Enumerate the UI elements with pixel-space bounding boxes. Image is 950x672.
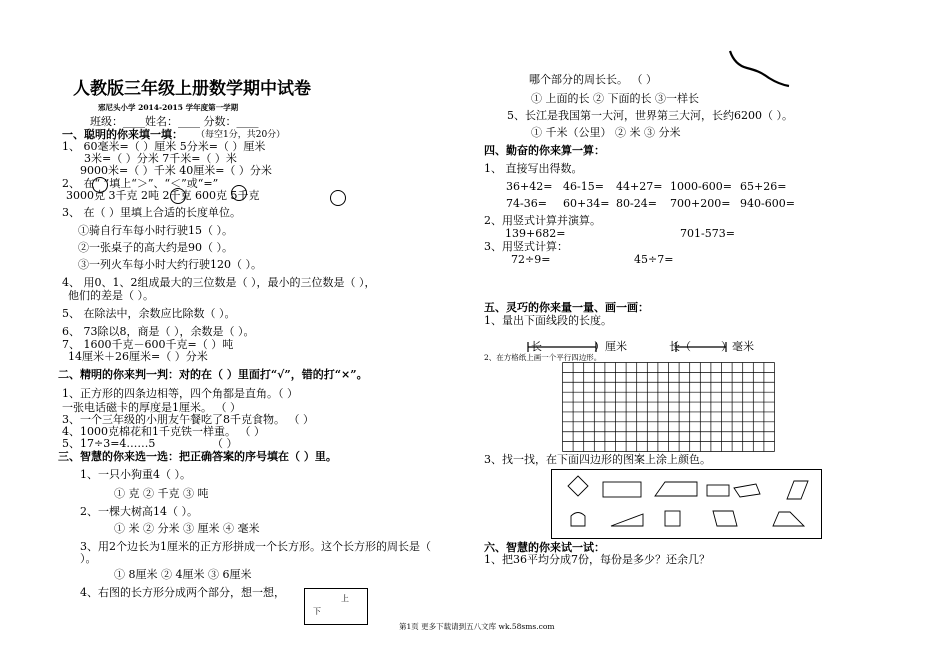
judge-1: 1、正方形的四条边相等，四个角都是直角。（ ） — [62, 387, 298, 400]
triangle-shape[interactable] — [611, 514, 643, 526]
parallelogram-shape[interactable] — [713, 511, 737, 526]
question-2b: 3000克 3千克 2吨 2千克 600克 5千克 — [66, 189, 260, 202]
choice-3a: 3、用2个边长为1厘米的正方形拼成一个长方形。这个长方形的周长是（ — [80, 540, 431, 553]
choice-4: 4、右图的长方形分成两个部分，想一想， — [80, 586, 285, 599]
segment-2-unit: ）毫米 — [721, 340, 754, 353]
section-3-heading: 三、智慧的你来选一选：把正确答案的序号填在（ ）里。 — [58, 450, 337, 463]
compare-circle[interactable] — [170, 188, 186, 204]
judge-2: 一张电话磁卡的厚度是1厘米。 （ ） — [62, 401, 241, 414]
question-3d: ③一列火车每小时大约行驶120（ ）。 — [78, 258, 262, 271]
quadrilateral-shape[interactable] — [734, 484, 760, 497]
calc-item: 700+200= — [670, 197, 731, 210]
question-1c: 9000米=（ ）千米 40厘米=（ ）分米 — [80, 164, 272, 177]
segment-1-label: 长 — [531, 340, 542, 353]
measure-segments — [524, 340, 784, 354]
section-5-heading: 五、灵巧的你来量一量、画一画： — [484, 301, 649, 314]
vertical-calc-item: 45÷7= — [634, 253, 674, 266]
pen-stroke-mark — [725, 48, 795, 88]
compare-circle[interactable] — [92, 177, 108, 193]
question-4b: 他们的差是（ ）。 — [68, 289, 154, 302]
section-4-q3: 3、用竖式计算： — [484, 240, 568, 253]
section-6-q1: 1、把36平均分成7份，每份是多少？还余几？ — [484, 553, 710, 566]
choice-3b: ）。 — [80, 552, 97, 565]
section-5-q1: 1、量出下面线段的长度。 — [484, 314, 612, 327]
question-3c: ②一张桌子的高大约是90（ ）。 — [78, 241, 233, 254]
choice-2: 2、一棵大树高14（ ）。 — [80, 505, 198, 518]
choice-5: 5、长江是我国第一大河，世界第三大河，长约6200（ ）。 — [507, 109, 793, 122]
question-7b: 14厘米＋26厘米=（ ）分米 — [68, 350, 208, 363]
calc-item: 940-600= — [740, 197, 795, 210]
judge-4: 4、1000克棉花和1千克铁一样重。 （ ） — [62, 425, 265, 438]
parallelogram-shape[interactable] — [787, 481, 808, 499]
judge-3: 3、一个三年级的小朋友午餐吃了8千克食物。 （ ） — [62, 413, 314, 426]
choice-5-options: ① 千米（公里） ② 米 ③ 分米 — [531, 126, 681, 139]
small-rectangle-shape[interactable] — [707, 485, 729, 496]
section-6-heading: 六、智慧的你来试一试： — [484, 541, 605, 554]
section-1-note: （每空1分，共20分） — [196, 130, 286, 140]
rectangle-shape[interactable] — [603, 482, 641, 497]
question-4a: 4、 用0、1、2组成最大的三位数是（ ），最小的三位数是（ ）， — [62, 276, 376, 289]
question-6: 6、 73除以8，商是（ ），余数是（ ）。 — [62, 325, 255, 338]
arched-shape[interactable] — [571, 513, 585, 527]
question-3b: ①骑自行车每小时行驶15（ ）。 — [78, 224, 233, 237]
choice-2-options: ① 米 ② 分米 ③ 厘米 ④ 毫米 — [114, 522, 260, 535]
section-4-heading: 四、勤奋的你来算一算： — [484, 144, 605, 157]
section-4-q1: 1、 直接写出得数。 — [484, 162, 583, 175]
choice-4-options: ① 上面的长 ② 下面的长 ③一样长 — [531, 92, 699, 105]
segment-1-unit: ）厘米 — [594, 340, 627, 353]
choice-3-options: ① 8厘米 ② 4厘米 ③ 6厘米 — [114, 568, 252, 581]
footer-text: 第1页 更多下载请到五八文库 wk.58sms.com — [399, 622, 555, 631]
student-info: 班级：____姓名：____ 分数：____ — [90, 115, 259, 128]
section-4-q2: 2、用竖式计算并演算。 — [484, 214, 601, 227]
figure-label-up: 上 — [341, 594, 349, 603]
choice-1: 1、一只小狗重4（ ）。 — [80, 468, 191, 481]
school-line: 邪尼头小学 2014-2015 学年度第一学期 — [98, 103, 239, 112]
page-title: 人教版三年级上册数学期中试卷 — [73, 79, 311, 99]
divided-rectangle-figure — [304, 588, 368, 625]
grid-paper[interactable] — [562, 362, 775, 452]
question-5: 5、 在除法中，余数应比除数（ ）。 — [62, 307, 236, 320]
segment-2-label: 长（ — [669, 340, 691, 353]
question-1b: 3米=（ ）分米 7千米=（ ）米 — [84, 152, 237, 165]
judge-5-paren: （ ） — [212, 437, 238, 450]
judge-5: 5、17÷3=4……5 — [62, 437, 156, 450]
section-5-q2: 2、在方格纸上画一个平行四边形。 — [484, 353, 602, 362]
calc-item: 74-36= — [506, 197, 547, 210]
trapezoid-shape[interactable] — [655, 482, 697, 496]
square-shape[interactable] — [665, 511, 680, 526]
calc-item: 46-15= — [563, 180, 604, 193]
trapezoid-shape[interactable] — [773, 512, 804, 526]
figure-label-down: 下 — [313, 607, 321, 616]
calc-item: 36+42= — [506, 180, 553, 193]
question-1a: 1、 60毫米=（ ）厘米 5分米=（ ）厘米 — [62, 140, 266, 153]
rhombus-shape[interactable] — [568, 476, 588, 496]
compare-circle[interactable] — [231, 185, 247, 201]
calc-item: 65+26= — [740, 180, 787, 193]
calc-item: 44+27= — [616, 180, 663, 193]
calc-item: 60+34= — [563, 197, 610, 210]
question-3a: 3、 在（ ）里填上合适的长度单位。 — [62, 206, 241, 219]
choice-4-continued: 哪个部分的周长长。 （ ） — [529, 73, 657, 86]
vertical-calc-item: 139+682= — [505, 227, 566, 240]
section-2-heading: 二、精明的你来判一判：对的在（ ）里面打“√”，错的打“×”。 — [58, 368, 368, 381]
calc-item: 1000-600= — [670, 180, 732, 193]
vertical-calc-item: 701-573= — [680, 227, 735, 240]
vertical-calc-item: 72÷9= — [511, 253, 551, 266]
section-1-heading: 一、聪明的你来填一填： — [62, 128, 183, 141]
question-2a: 2、 在“ ”填上“＞”、“＜”或“=” — [62, 177, 219, 190]
calc-item: 80-24= — [616, 197, 657, 210]
compare-circle[interactable] — [330, 190, 346, 206]
choice-1-options: ① 克 ② 千克 ③ 吨 — [114, 487, 209, 500]
question-7a: 7、 1600千克－600千克=（ ）吨 — [62, 338, 234, 351]
section-5-q3: 3、找一找，在下面四边形的图案上涂上颜色。 — [484, 453, 711, 466]
quadrilateral-shapes-box — [551, 469, 823, 540]
